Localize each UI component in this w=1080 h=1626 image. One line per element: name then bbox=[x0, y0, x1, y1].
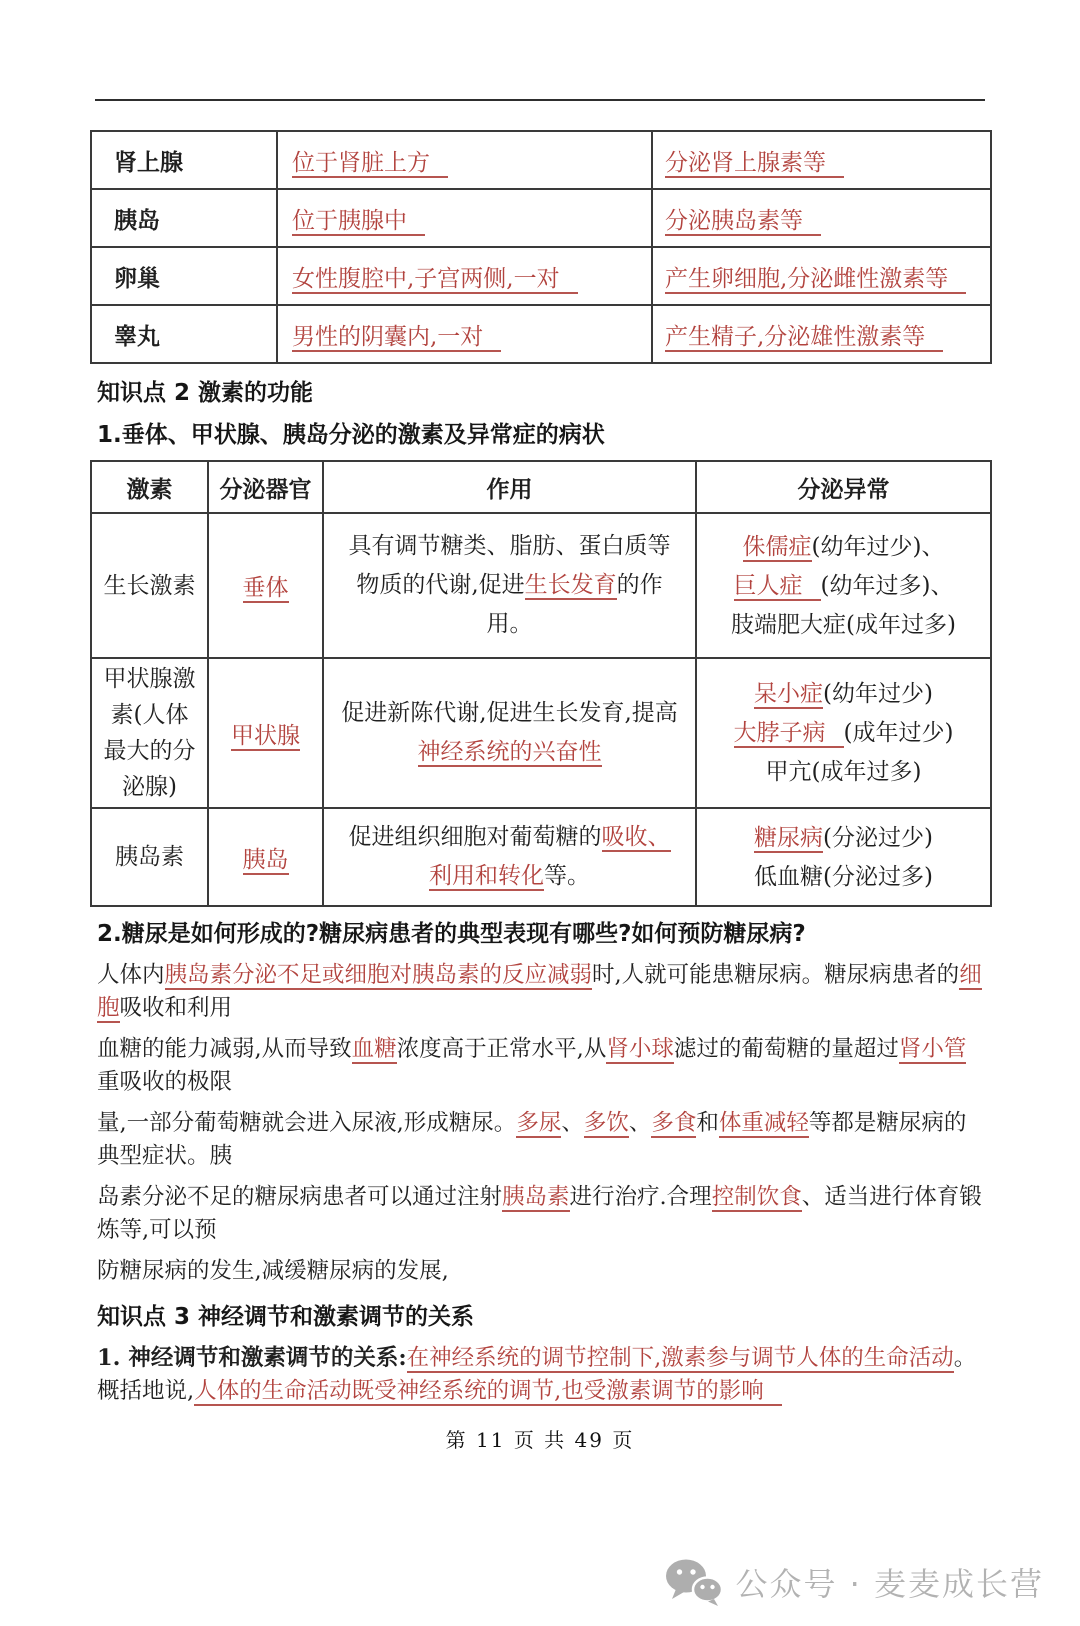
text-segment: (幼年过多)、 bbox=[820, 572, 954, 599]
gland-location-cell bbox=[277, 189, 652, 247]
text-segment: 浓度高于正常水平,从 bbox=[396, 1036, 607, 1062]
gland-name-cell bbox=[91, 305, 277, 363]
text-segment: 多食 bbox=[651, 1110, 697, 1136]
text-segment: 、 bbox=[628, 1110, 652, 1136]
text-segment: 血糖的能力减弱,从而导致 bbox=[97, 1036, 352, 1062]
text-segment: 肾小球 bbox=[606, 1036, 674, 1062]
hormone-name: 甲状腺激素(人体最大的分泌腺) bbox=[103, 666, 196, 800]
gland-location: 男性的阴囊内,一对 bbox=[292, 324, 501, 352]
hormone-table bbox=[90, 460, 992, 907]
gland-secretion-cell bbox=[652, 305, 991, 363]
text-segment: 巨人症 bbox=[734, 573, 821, 601]
table-row bbox=[91, 189, 991, 247]
text-segment: 进行治疗.合理 bbox=[569, 1184, 712, 1210]
hormone-cell bbox=[91, 808, 208, 906]
text-segment: 人体的生命活动既受神经系统的调节,也受激素调节的影响 bbox=[194, 1378, 782, 1406]
text-segment: 甲亢(成年过多) bbox=[765, 759, 922, 785]
gland-name: 卵巢 bbox=[114, 265, 160, 292]
text-segment: 糖尿病 bbox=[754, 824, 824, 851]
text-segment: 吸收、利用和转化 bbox=[429, 824, 671, 889]
text-segment: 、 bbox=[561, 1110, 584, 1136]
effect-cell bbox=[323, 658, 696, 808]
disorders-cell bbox=[696, 658, 991, 808]
watermark bbox=[665, 1557, 1044, 1607]
gland-location: 位于肾脏上方 bbox=[292, 150, 448, 178]
hormone-cell bbox=[91, 513, 208, 658]
text-segment: 等都是糖尿病的典型症状。胰 bbox=[97, 1110, 967, 1169]
text-segment: 防糖尿病的发生,减缓糖尿病的发展, bbox=[97, 1258, 449, 1284]
text-segment: 大脖子病 bbox=[734, 720, 844, 748]
table-row bbox=[91, 305, 991, 363]
gland-name: 胰岛 bbox=[114, 207, 160, 234]
text-segment: 体重减轻 bbox=[718, 1110, 809, 1136]
text-segment: 量,一部分葡萄糖就会进入尿液,形成糖尿。 bbox=[97, 1110, 517, 1136]
gland-secretion-cell bbox=[652, 131, 991, 189]
text-segment: (分泌过少) bbox=[823, 824, 933, 851]
gland-location: 女性腹腔中,子宫两侧,一对 bbox=[292, 266, 578, 294]
column-header: 作用 bbox=[323, 461, 696, 513]
text-segment: 生长发育 bbox=[524, 572, 617, 598]
text-segment: 控制饮食 bbox=[711, 1184, 802, 1210]
column-header: 分泌器官 bbox=[208, 461, 323, 513]
effect-cell bbox=[323, 513, 696, 658]
text-segment: 胰岛素 bbox=[502, 1184, 570, 1210]
gland-secretion-cell bbox=[652, 247, 991, 305]
text-segment: 和 bbox=[696, 1110, 719, 1136]
column-header: 激素 bbox=[91, 461, 208, 513]
disorder-line bbox=[703, 679, 984, 709]
section-subheading-1: 1.垂体、甲状腺、胰岛分泌的激素及异常症的病状 bbox=[97, 422, 605, 448]
hormone-name: 胰岛素 bbox=[115, 844, 184, 870]
text-segment: 低血糖(分泌过多) bbox=[754, 863, 933, 890]
watermark-text: 公众号 · 麦麦成长营 bbox=[735, 1565, 1044, 1603]
text-segment: 。概括地说, bbox=[97, 1345, 977, 1404]
text-segment: 肢端肥大症(成年过多) bbox=[731, 611, 956, 638]
text-segment: 人体内 bbox=[97, 962, 165, 988]
disorder-line bbox=[703, 532, 984, 562]
organ-name: 胰岛 bbox=[242, 846, 289, 873]
table-row bbox=[91, 513, 991, 658]
gland-name: 睾丸 bbox=[114, 323, 160, 350]
text-segment: 重吸收的极限 bbox=[97, 1069, 233, 1095]
section-heading-kp3: 知识点 3 神经调节和激素调节的关系 bbox=[97, 1304, 475, 1330]
text-segment: 血糖 bbox=[351, 1036, 397, 1062]
column-header: 分泌异常 bbox=[696, 461, 991, 513]
gland-secretion: 产生精子,分泌雄性激素等 bbox=[665, 324, 943, 352]
organ-name: 甲状腺 bbox=[231, 722, 300, 749]
text-segment: 多饮 bbox=[583, 1110, 629, 1136]
effect-cell bbox=[323, 808, 696, 906]
gland-name-cell bbox=[91, 131, 277, 189]
disorder-line bbox=[703, 862, 984, 892]
disorders-cell bbox=[696, 513, 991, 658]
disorders-cell bbox=[696, 808, 991, 906]
disorder-line bbox=[703, 823, 984, 853]
disorder-line bbox=[703, 757, 984, 787]
organ-cell bbox=[208, 808, 323, 906]
gland-location-cell bbox=[277, 131, 652, 189]
table-row bbox=[91, 247, 991, 305]
text-segment: 时,人就可能患糖尿病。糖尿病患者的 bbox=[592, 962, 960, 988]
hormone-cell bbox=[91, 658, 208, 808]
gland-name-cell bbox=[91, 247, 277, 305]
table-row bbox=[91, 658, 991, 808]
gland-location-cell bbox=[277, 247, 652, 305]
gland-secretion: 分泌肾上腺素等 bbox=[665, 150, 844, 178]
text-segment: 细胞 bbox=[97, 962, 982, 1021]
gland-location-cell bbox=[277, 305, 652, 363]
table-header-row bbox=[91, 461, 991, 513]
gland-secretion: 分泌胰岛素等 bbox=[665, 208, 821, 236]
text-segment: 神经系统的兴奋性 bbox=[417, 739, 602, 765]
table-row bbox=[91, 808, 991, 906]
text-segment: 等。 bbox=[544, 863, 590, 889]
text-segment: 滤过的葡萄糖的量超过 bbox=[673, 1036, 899, 1062]
gland-secretion: 产生卵细胞,分泌雌性激素等 bbox=[665, 266, 966, 294]
section-heading-kp2: 知识点 2 激素的功能 bbox=[97, 380, 314, 406]
organ-cell bbox=[208, 513, 323, 658]
text-segment: (幼年过少)、 bbox=[811, 533, 945, 560]
body-paragraph bbox=[97, 959, 985, 1025]
hormone-name: 生长激素 bbox=[103, 572, 196, 599]
disorder-line bbox=[703, 718, 984, 748]
table-row bbox=[91, 131, 991, 189]
gland-location-table bbox=[90, 130, 992, 364]
body-paragraph bbox=[97, 1342, 985, 1408]
text-segment: 具有调节糖类、脂肪、蛋白质等物质的代谢,促进 bbox=[348, 533, 671, 598]
text-segment: 多尿 bbox=[516, 1110, 562, 1136]
text-segment: 肾小管 bbox=[898, 1036, 967, 1062]
text-segment: (成年过少) bbox=[843, 720, 954, 746]
text-segment: 吸收和利用 bbox=[119, 995, 233, 1021]
text-segment: 岛素分泌不足的糖尿病患者可以通过注射 bbox=[97, 1184, 503, 1210]
section-heading-q2: 2.糖尿是如何形成的?糖尿病患者的典型表现有哪些?如何预防糖尿病? bbox=[97, 921, 806, 947]
page-number: 第 11 页 共 49 页 bbox=[445, 1428, 635, 1452]
text-segment: 侏儒症 bbox=[742, 533, 812, 560]
text-segment: 、适当进行体育锻炼等,可以预 bbox=[97, 1184, 982, 1243]
body-paragraph bbox=[97, 1181, 985, 1247]
text-segment: 胰岛素分泌不足或细胞对胰岛素的反应减弱 bbox=[164, 962, 593, 988]
body-paragraph bbox=[97, 1033, 985, 1099]
text-segment: 在神经系统的调节控制下,激素参与调节人体的生命活动 bbox=[406, 1345, 954, 1371]
gland-secretion-cell bbox=[652, 189, 991, 247]
text-segment: 促进组织细胞对葡萄糖的 bbox=[348, 824, 602, 850]
document-page bbox=[0, 99, 1080, 1603]
body-paragraph bbox=[97, 1107, 985, 1173]
wechat-icon bbox=[665, 1557, 723, 1607]
text-segment: (幼年过少) bbox=[823, 681, 933, 707]
gland-name-cell bbox=[91, 189, 277, 247]
text-segment: 呆小症 bbox=[754, 681, 824, 707]
organ-cell bbox=[208, 658, 323, 808]
disorder-line bbox=[703, 610, 984, 640]
gland-name: 肾上腺 bbox=[114, 149, 183, 176]
text-segment: 的作用。 bbox=[486, 572, 663, 637]
disorder-line bbox=[703, 571, 984, 601]
text-segment: 促进新陈代谢,促进生长发育,提高 bbox=[341, 700, 678, 726]
body-paragraph bbox=[97, 1255, 985, 1288]
text-segment: 1. 神经调节和激素调节的关系: bbox=[97, 1345, 407, 1371]
organ-name: 垂体 bbox=[242, 575, 289, 601]
gland-location: 位于胰腺中 bbox=[292, 208, 425, 236]
header-divider bbox=[95, 99, 985, 101]
